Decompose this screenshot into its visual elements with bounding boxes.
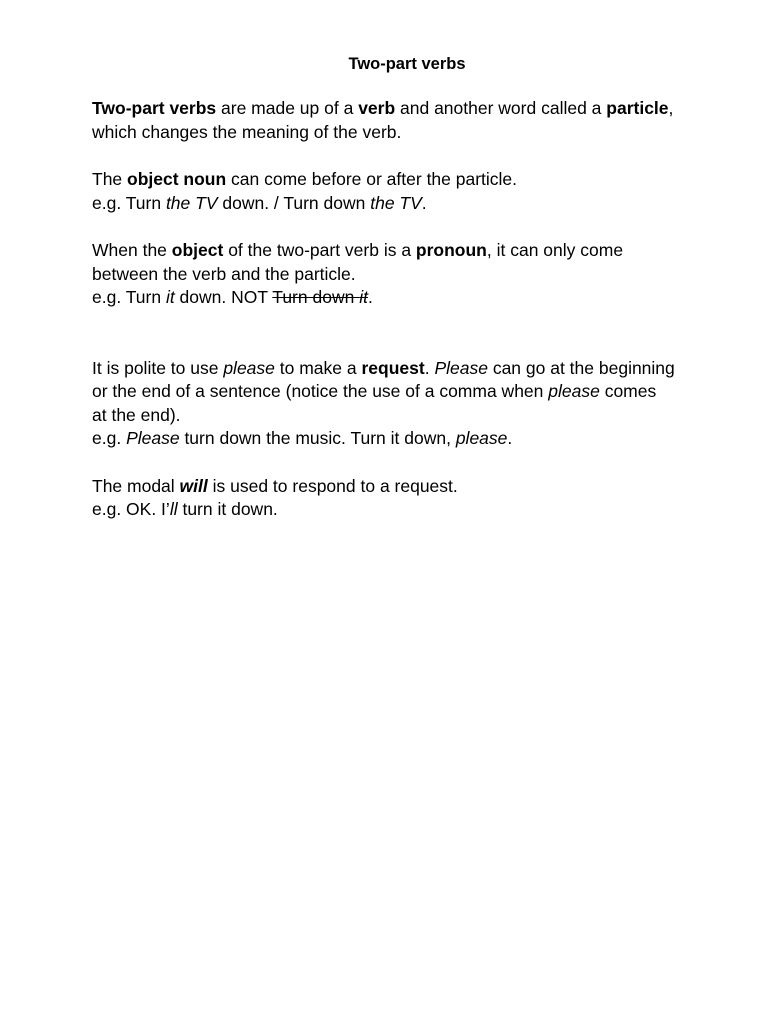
example-prefix: e.g.: [92, 428, 127, 448]
paragraph-will: [92, 475, 722, 522]
text-span: .: [507, 428, 513, 448]
paragraph-definition: [92, 97, 722, 144]
text-span: .: [424, 357, 435, 378]
text-span: down. / Turn down: [217, 192, 371, 213]
paragraph-object-noun: [92, 168, 722, 215]
text-span: at the end).: [92, 404, 181, 425]
text-span: which changes the meaning of the verb.: [92, 121, 402, 142]
example-prefix: e.g. OK. I’: [92, 499, 170, 519]
document-page: [92, 52, 722, 522]
paragraph-pronoun: [92, 239, 722, 310]
term-two-part-verbs: Two-part verbs: [92, 98, 217, 118]
term-pronoun: pronoun: [415, 240, 487, 260]
example-prefix: e.g. Turn: [92, 192, 166, 213]
text-span: down. NOT: [174, 287, 273, 307]
text-span: Turn down: [272, 287, 360, 307]
example-object: the TV: [165, 192, 218, 213]
example-prefix: e.g. Turn: [92, 287, 166, 307]
text-span: between the verb and the particle.: [92, 263, 356, 284]
text-span: , it can only come: [486, 240, 624, 260]
text-span: It is polite to use: [92, 357, 224, 378]
incorrect-example: [272, 287, 368, 307]
text-span: turn down the music. Turn it down,: [179, 428, 456, 448]
word-ll: ll: [169, 499, 178, 519]
incorrect-example-pronoun: it: [359, 287, 368, 307]
text-span: comes: [599, 381, 657, 401]
term-object: object: [171, 240, 224, 260]
text-span: can go at the beginning: [487, 357, 675, 378]
term-will: will: [179, 475, 208, 496]
example-pronoun: it: [165, 287, 175, 307]
term-particle: particle: [606, 98, 669, 118]
text-span: The modal: [92, 475, 180, 496]
text-span: or the end of a sentence (notice the use of a comma when: [92, 381, 549, 401]
text-span: and another word called a: [395, 98, 607, 118]
word-please: Please: [434, 357, 488, 378]
text-span: to make a: [274, 357, 362, 378]
text-span: .: [421, 192, 427, 213]
text-span: ,: [668, 98, 674, 118]
term-request: request: [361, 357, 425, 378]
text-span: turn it down.: [177, 499, 278, 519]
text-span: When the: [92, 240, 172, 260]
word-please: please: [455, 428, 508, 448]
term-verb: verb: [358, 98, 396, 118]
paragraph-please: [92, 357, 722, 451]
text-span: of the two-part verb is a: [223, 240, 416, 260]
page-title: Two-part verbs: [348, 55, 466, 73]
word-please: please: [548, 381, 600, 401]
text-span: can come before or after the particle.: [226, 169, 518, 189]
example-object: the TV: [370, 192, 422, 213]
text-span: .: [367, 287, 373, 307]
term-object-noun: object noun: [127, 169, 227, 189]
text-span: are made up of a: [216, 98, 359, 118]
text-span: is used to respond to a request.: [207, 475, 458, 496]
word-please: please: [223, 357, 275, 378]
text-span: The: [92, 169, 128, 189]
word-please: Please: [126, 428, 180, 448]
